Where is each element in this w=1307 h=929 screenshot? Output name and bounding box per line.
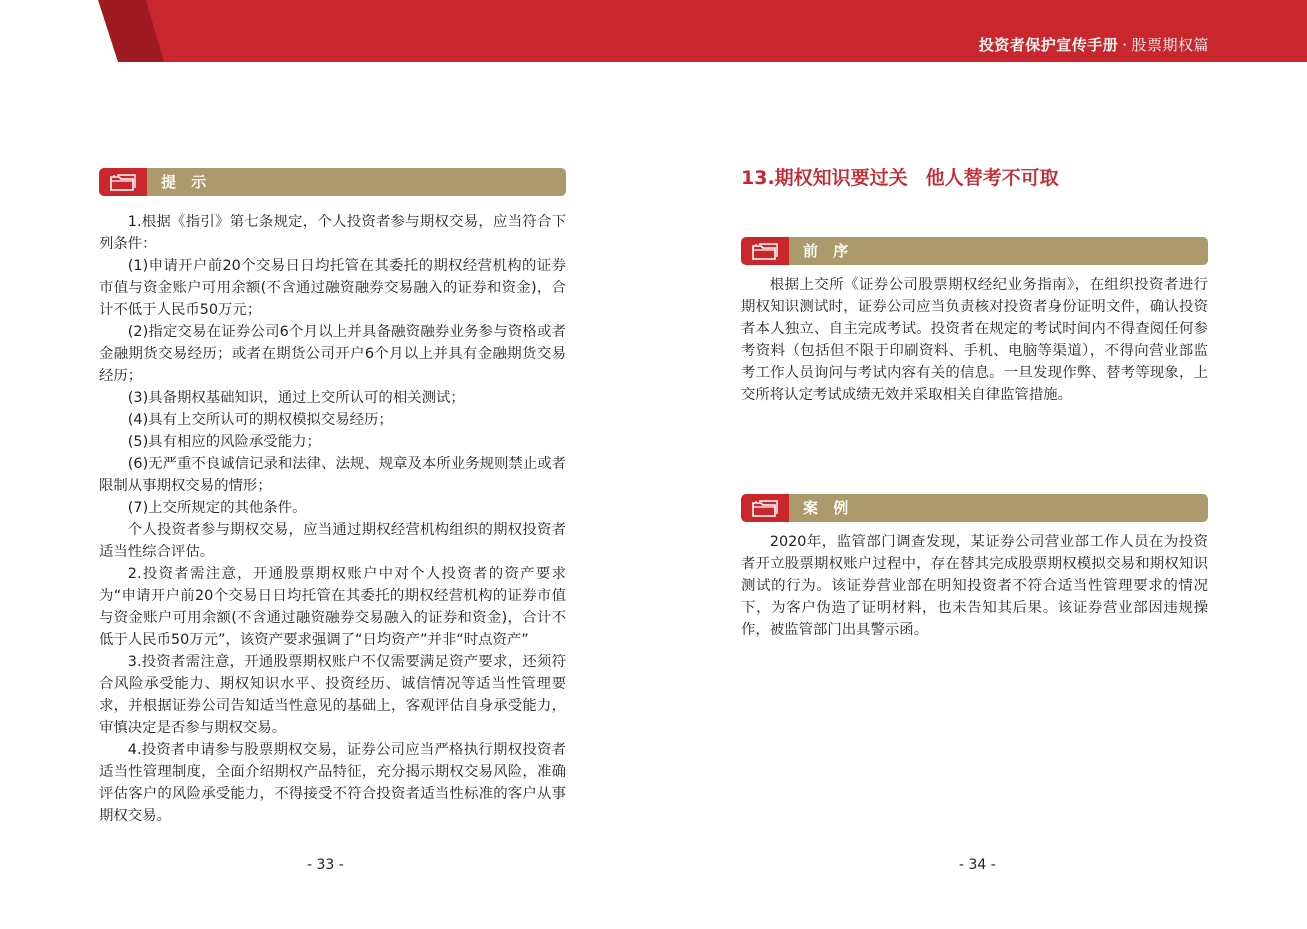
- page-title-sub: 他人替考不可取: [925, 167, 1059, 189]
- tip-paragraph: (3)具备期权基础知识，通过上交所认可的相关测试；: [127, 390, 465, 406]
- preface-paragraph: 根据上交所《证券公司股票期权经纪业务指南》，在组织投资者进行期权知识测试时，证券公司应当负责核对投资者身份证明文件，确认投资者本人独立、自主完成考试。投资者在规定的考试时间内不得查阅任何参考资料（包括但不限于印刷资料、手机、电脑等渠道），不得向营业部监考工作人员询问与考试内容有关的信息。一旦发现作弊、替考等现象，上交所将认定考试成绩无效并采取相关自律监管措施。: [741, 277, 1208, 403]
- handbook-subtitle: 股票期权篇: [1131, 36, 1209, 54]
- header-separator: ·: [1122, 36, 1128, 54]
- tip-paragraph: (6)无严重不良诚信记录和法律、法规、规章及本所业务规则禁止或者限制从事期权交易的情形；: [99, 456, 566, 494]
- folder-icon: [751, 498, 779, 518]
- tip-paragraph: (5)具有相应的风险承受能力；: [127, 434, 321, 450]
- case-paragraph: 2020年，监管部门调查发现，某证券公司营业部工作人员在为投资者开立股票期权账户过程中，存在替其完成股票期权模拟交易和期权知识测试的行为。该证券营业部在明知投资者不符合适当性管理要求的情况下，为客户伪造了证明材料，也未告知其后果。该证券营业部因违规操作，被监管部门出具警示函。: [741, 534, 1208, 638]
- folder-icon: [109, 172, 137, 192]
- handbook-title: 投资者保护宣传手册: [978, 36, 1119, 54]
- preface-section-label: 前 序: [803, 242, 854, 260]
- preface-section-bar: [741, 237, 1208, 265]
- tip-paragraph: (1)申请开户前20个交易日日均托管在其委托的期权经营机构的证券市值与资金账户可用余额(不含通过融资融券交易融入的证券和资金)，合计不低于人民币50万元；: [99, 258, 566, 318]
- tip-paragraph: (4)具有上交所认可的期权模拟交易经历；: [127, 412, 393, 428]
- tip-paragraph: 2.投资者需注意，开通股票期权账户中对个人投资者的资产要求为“申请开户前20个交易日日均托管在其委托的期权经营机构的证券市值与资金账户可用余额(不含通过融资融券交易融入的证券和资金)，合计不低于人民币50万元”，该资产要求强调了“日均资产”并非“时点资产”: [99, 566, 566, 648]
- header-title: [979, 34, 1209, 55]
- tip-section-bar: [99, 168, 566, 196]
- preface-body: [741, 274, 1208, 406]
- tip-paragraph: 4.投资者申请参与股票期权交易，证券公司应当严格执行期权投资者适当性管理制度，全面介绍期权产品特征，充分揭示期权交易风险，准确评估客户的风险承受能力，不得接受不符合投资者适当性标准的客户从事期权交易。: [99, 742, 566, 824]
- tip-paragraph: (7)上交所规定的其他条件。: [127, 500, 307, 516]
- tip-paragraph: 3.投资者需注意，开通股票期权账户不仅需要满足资产要求，还须符合风险承受能力、期权知识水平、投资经历、诚信情况等适当性管理要求，并根据证券公司告知适当性意见的基础上，客观评估自身承受能力，审慎决定是否参与期权交易。: [99, 654, 566, 736]
- page-title: [741, 163, 1059, 190]
- tip-paragraph: 个人投资者参与期权交易，应当通过期权经营机构组织的期权投资者适当性综合评估。: [99, 522, 566, 560]
- tip-paragraph: 1.根据《指引》第七条规定，个人投资者参与期权交易，应当符合下列条件：: [99, 214, 566, 252]
- case-section-label: 案 例: [803, 499, 854, 517]
- page-title-main: 13.期权知识要过关: [741, 167, 908, 189]
- folder-icon: [751, 241, 779, 261]
- page-number-left: - 33 -: [307, 857, 344, 873]
- tip-body: [99, 211, 566, 827]
- page-number-right: - 34 -: [959, 857, 996, 873]
- tip-section-label: 提 示: [161, 173, 212, 191]
- case-section-bar: [741, 494, 1208, 522]
- case-body: [741, 531, 1208, 641]
- tip-paragraph: (2)指定交易在证券公司6个月以上并具备融资融券业务参与资格或者金融期货交易经历；或者在期货公司开户6个月以上并具有金融期货交易经历；: [99, 324, 566, 384]
